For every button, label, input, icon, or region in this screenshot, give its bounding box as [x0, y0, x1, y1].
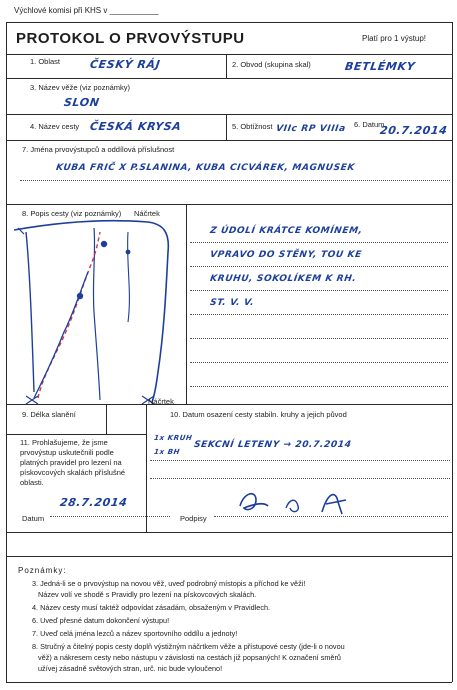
page-title: PROTOKOL O PRVOVÝSTUPU: [16, 30, 245, 47]
osazeni-line-2: 1x BH: [153, 448, 181, 456]
oblast-value: ČESKÝ RÁJ: [89, 58, 162, 71]
obtiznost-label: 5. Obtížnost: [232, 122, 273, 131]
delka-label: 9. Délka slanění: [22, 410, 76, 419]
obvod-value: BETLÉMKY: [344, 60, 417, 73]
note-3b: Název volí ve shodě s Pravidly pro lezení na pískovcových skalách.: [38, 590, 257, 599]
datum-label: 6. Datum: [354, 120, 385, 129]
prvovystupci-label: 7. Jména prvovýstupců a oddílová příslušnost: [22, 145, 175, 154]
nacrtek-top-label: Náčrtek: [134, 209, 160, 218]
obvod-label: 2. Obvod (skupina skal): [232, 60, 311, 69]
note-4: 4. Název cesty musí taktéž odpovídat zásadám, obsaženým v Pravidlech.: [32, 603, 271, 612]
popis-label: 8. Popis cesty (viz poznámky): [22, 209, 122, 218]
popis-line-3: KRUHU, SOKOLÍKEM K RH.: [209, 274, 357, 284]
note-8b: věž) a nákresem cesty nebo nástupu v závislosti na cestách již popsaných! K označení směrů: [38, 653, 341, 662]
route-sketch: [8, 212, 188, 404]
cesta-label: 4. Název cesty: [30, 122, 80, 131]
vez-value: SLON: [63, 96, 101, 109]
note-6: 6. Uveď přesné datum dokončení výstupu!: [32, 616, 170, 625]
valid-note: Platí pro 1 výstup!: [362, 34, 427, 43]
vez-label: 3. Název věže (viz poznámky): [30, 83, 131, 92]
note-3: 3. Jedná-li se o prvovýstup na novou věž, uveď podrobný místopis a příchod ke věži!: [32, 579, 306, 588]
osazeni-value: SEKCNÍ LETENY → 20.7.2014: [193, 440, 353, 450]
datum2-value: 28.7.2014: [59, 496, 129, 509]
datum2-label: Datum: [22, 514, 45, 523]
frame-top: [6, 22, 452, 23]
note-7: 7. Uveď celá jména lezců a název sportovního oddílu a jednoty!: [32, 629, 238, 638]
popis-line-4: ST. V. V.: [209, 298, 255, 308]
osazeni-line-1: 1x KRUH: [153, 434, 193, 442]
podpisy-label: Podpisy: [180, 514, 207, 523]
note-8c: užívej zásadně světových stran, urč. nic bude vyloučeno!: [38, 664, 223, 673]
popis-line-2: VPRAVO DO STĚNY, TOU KE: [209, 250, 363, 260]
prvovystupci-value: KUBA FRIČ X P.SLANINA, KUBA CICVÁREK, MAGNUSEK: [55, 163, 356, 173]
notes-title: Poznámky:: [18, 566, 67, 575]
obtiznost-value: VIIc RP VIIIa: [275, 124, 347, 134]
oblast-label: 1. Oblast: [30, 57, 61, 66]
note-8: 8. Stručný a čitelný popis cesty doplň výstižným náčrtkem věže a přístupové cesty (jde-li o novou: [32, 642, 345, 651]
commission-line: Výchlové komisi při KHS v ___________: [14, 6, 159, 15]
datum-value: 20.7.2014: [379, 124, 449, 137]
osazeni-label: 10. Datum osazení cesty stabiln. kruhy a jejich původ: [170, 410, 347, 419]
nacrtek-label: Náčrtek: [148, 397, 174, 406]
popis-line-1: Z ÚDOLÍ KRÁTCE KOMÍNEM,: [209, 226, 364, 236]
signatures: [230, 486, 360, 520]
prohlaseni-label: 11. Prohlašujeme, že jsme prvovýstup uskutečnili podle platných pravidel pro lezení na pískovcových skalách příslušné oblasti.: [20, 438, 126, 487]
cesta-value: ČESKÁ KRYSA: [89, 120, 183, 133]
